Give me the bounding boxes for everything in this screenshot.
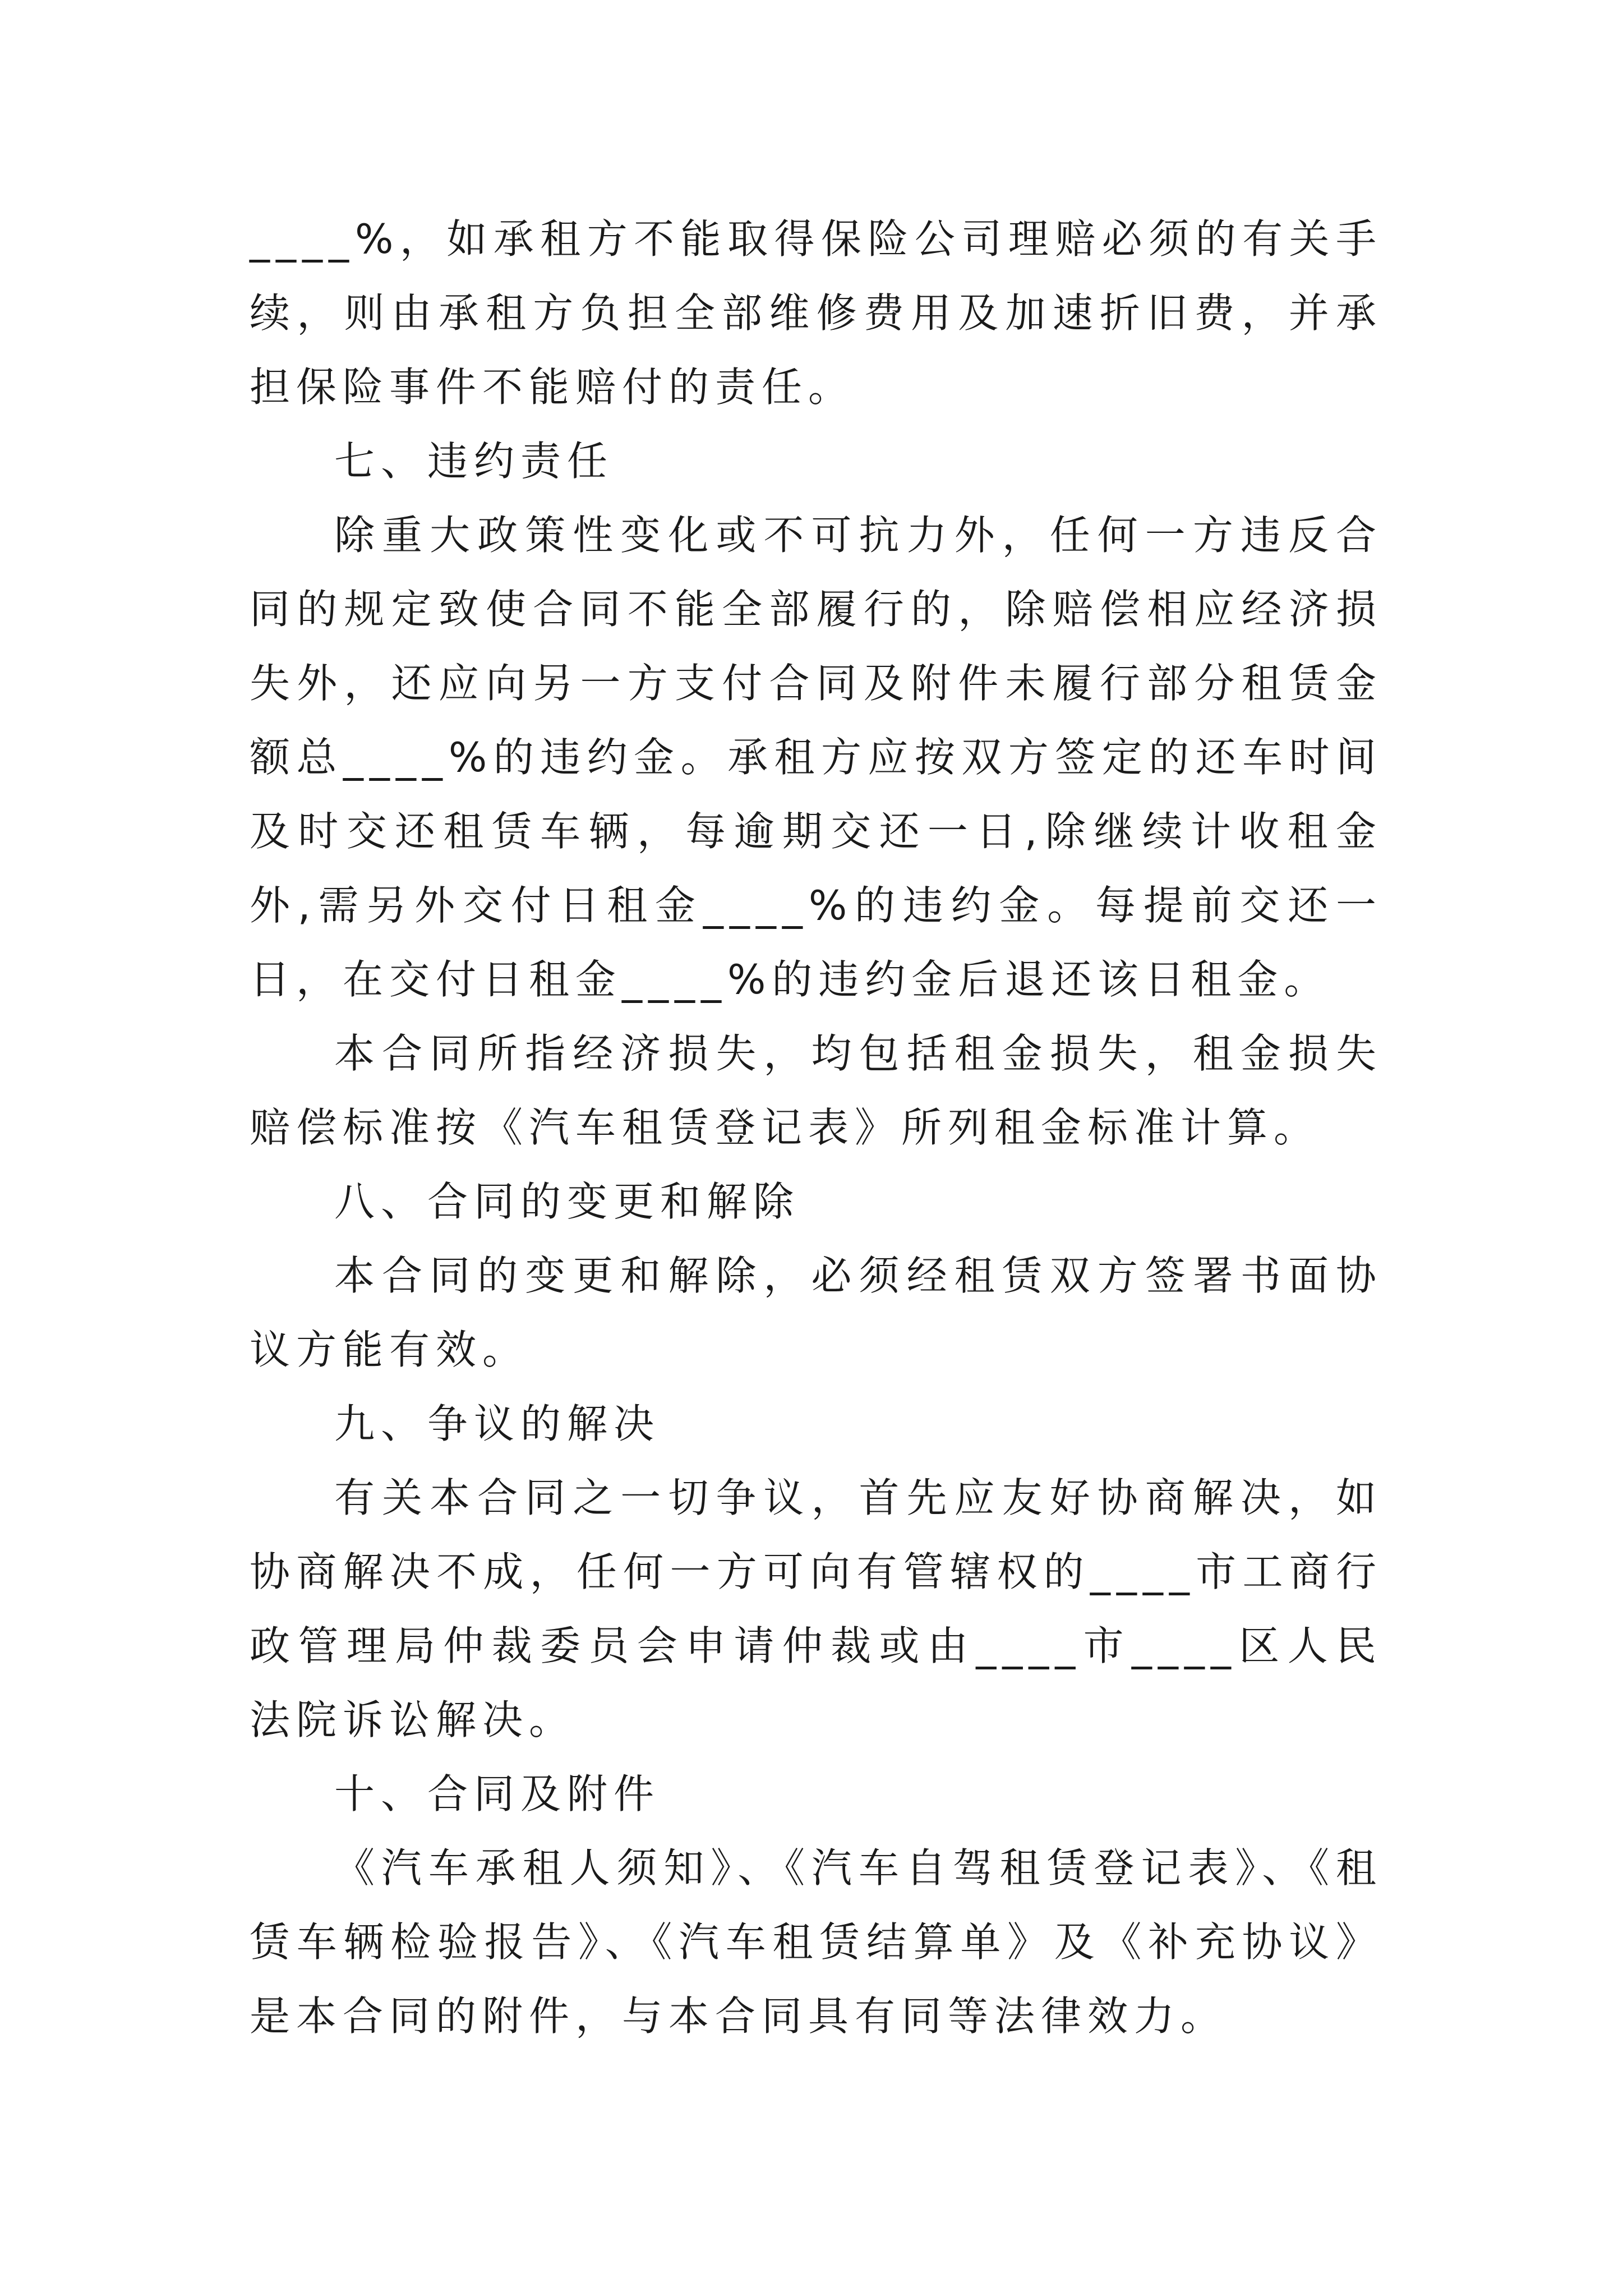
paragraph-contract-change: 本合同的变更和解除，必须经租赁双方签署书面协议方能有效。 [250, 1252, 1382, 1373]
heading-dispute-resolution: 九、争议的解决 [334, 1400, 661, 1447]
contract-body [250, 202, 1382, 2053]
heading-contract-change: 八、合同的变更和解除 [334, 1178, 800, 1225]
heading-attachments: 十、合同及附件 [334, 1770, 661, 1818]
paragraph-dispute-resolution: 有关本合同之一切争议，首先应友好协商解决，如协商解决不成，任何一方可向有管辖权的____市工商行政管理局仲裁委员会申请仲裁或由____市____区人民法院诉讼解决。 [250, 1474, 1382, 1743]
paragraph-insurance-clause: ____%，如承租方不能取得保险公司理赔必须的有关手续，则由承租方负担全部维修费用及加速折旧费，并承担保险事件不能赔付的责任。 [250, 215, 1382, 411]
paragraph-economic-loss: 本合同所指经济损失，均包括租金损失，租金损失赔偿标准按《汽车租赁登记表》所列租金标准计算。 [250, 1030, 1382, 1151]
paragraph-attachments: 《汽车承租人须知》、《汽车自驾租赁登记表》、《租赁车辆检验报告》、《汽车租赁结算单》及《补充协议》是本合同的附件，与本合同具有同等法律效力。 [250, 1844, 1382, 2040]
paragraph-breach-liability: 除重大政策性变化或不可抗力外，任何一方违反合同的规定致使合同不能全部履行的，除赔偿相应经济损失外，还应向另一方支付合同及附件未履行部分租赁金额总____%的违约金。承租方应按双方签定的还车时间及时交还租赁车辆，每逾期交还一日,除继续计收租金外,需另外交付日租金____%的违约金。每提前交还一日，在交付日租金____%的违约金后退还该日租金。 [250, 512, 1382, 1003]
heading-breach-liability: 七、违约责任 [334, 438, 614, 485]
